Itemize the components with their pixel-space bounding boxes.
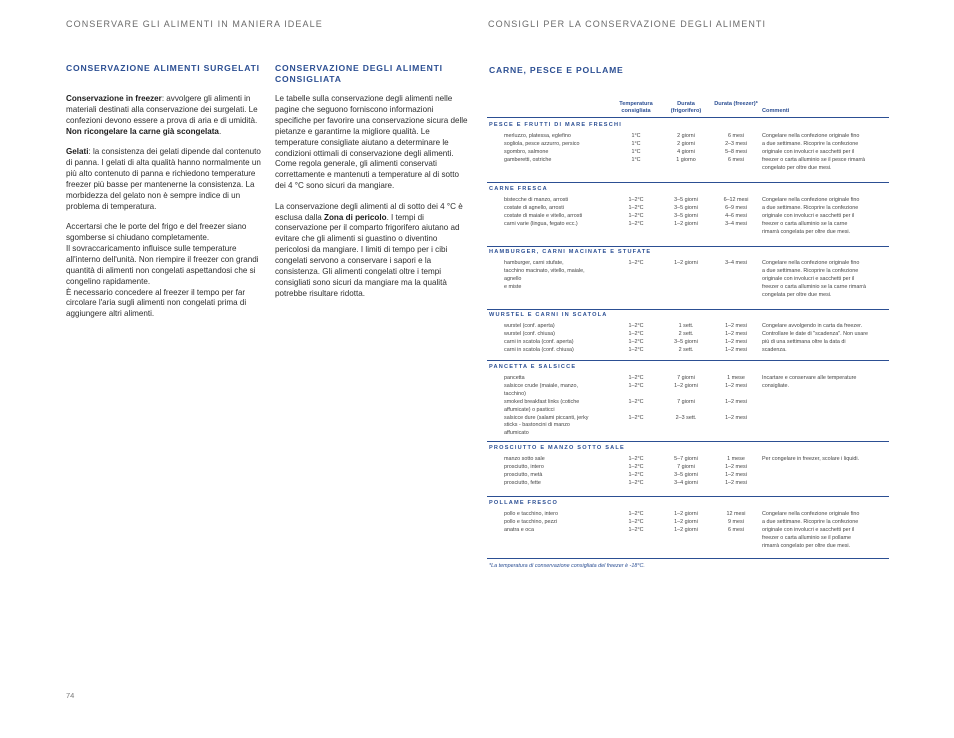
table-cell: anatra e oca [504, 526, 534, 533]
table-cell: prosciutto, intero [504, 463, 544, 470]
table-cell [665, 391, 707, 399]
table-cell: congelato per oltre due mesi. [762, 164, 832, 171]
table-cell: originale con involucri e sacchetti per il [762, 526, 855, 533]
table-cell: 2 sett. [678, 346, 694, 353]
table-cell: 3–5 giorni [674, 204, 698, 211]
door-paragraph [66, 222, 261, 320]
table-cell: 6 mesi [728, 133, 744, 139]
table-cell: 1–2 mesi [725, 330, 747, 337]
table-rule [487, 496, 889, 497]
freezer-duration-values [713, 375, 759, 422]
recommended-storage-body [275, 94, 468, 309]
table-rule [487, 309, 889, 310]
table-cell: 1°C [631, 148, 641, 155]
temperature-values [612, 260, 660, 268]
table-cell: originale con involucri e sacchetti per il [762, 275, 855, 282]
table-cell [665, 407, 707, 415]
temperature-values [612, 511, 660, 535]
table-cell: congelata per oltre due mesi. [762, 291, 832, 298]
danger-zone-label: Zona di pericolo [324, 212, 387, 222]
table-cell: carni varie (lingua, fegato ecc.) [504, 220, 578, 227]
table-cell: rimarrà congelata per oltre due mesi. [762, 228, 851, 235]
table-cell: merluzzo, platessa, eglefino [504, 133, 571, 139]
table-cell: scadenza. [762, 346, 787, 353]
table-cell [713, 407, 759, 415]
table-cell: 6 mesi [728, 156, 744, 163]
table-cell: affumicate) o pasticci [504, 406, 555, 413]
table-rule [487, 246, 889, 247]
no-refreeze-warning: Non ricongelare la carne già scongelata [66, 126, 219, 136]
fridge-duration-values [665, 456, 707, 488]
table-cell: 1–2°C [628, 346, 644, 353]
table-cell: 9 mesi [728, 518, 744, 525]
table-cell: freezer o carta alluminio se il pollame [762, 534, 851, 541]
table-rule [487, 441, 889, 442]
table-cell: 2 giorni [677, 133, 695, 139]
table-cell: 1–2°C [628, 414, 644, 421]
category-title: POLLAME FRESCO [489, 500, 559, 506]
ice-cream-heading: Gelati [66, 147, 89, 157]
table-cell: freezer o carta alluminio se il pesce rimarrà [762, 156, 866, 163]
table-cell: 3–5 giorni [674, 197, 698, 203]
table-cell: pollo e tacchino, intero [504, 511, 558, 517]
table-cell: Controllare le date di "scadenza". Non usare [762, 330, 869, 337]
table-cell: 1–2°C [628, 456, 644, 462]
fridge-duration-values [665, 260, 707, 268]
table-cell: 3–5 giorni [674, 471, 698, 478]
table-cell: a due settimane. Ricoprire la confezione [762, 140, 859, 147]
freezer-duration-values [713, 260, 759, 268]
table-cell: sticks - bastoncini di manzo [504, 422, 570, 429]
food-items [504, 511, 558, 535]
freezer-duration-values [713, 197, 759, 229]
column-header-freezer: Durata (freezer)* [714, 101, 758, 107]
fridge-duration-values [665, 323, 707, 355]
table-cell: 1–2 mesi [725, 479, 747, 486]
table-cell: manzo sotto sale [504, 456, 545, 462]
temperature-values [612, 456, 660, 488]
frozen-storage-body [66, 94, 261, 330]
table-cell [612, 391, 660, 399]
table-cell: smoked breakfast links (cotiche [504, 398, 580, 405]
fridge-duration-values [665, 133, 707, 165]
table-cell: 5–7 giorni [674, 456, 698, 462]
table-title: CARNE, PESCE E POLLAME [489, 65, 624, 75]
table-cell: e miste [504, 283, 522, 290]
table-cell: 1°C [631, 133, 641, 139]
table-cell: hamburger, carni stufate, [504, 260, 564, 266]
table-cell: 1–2°C [628, 526, 644, 533]
table-cell: 2 sett. [678, 330, 694, 337]
table-cell: 4–6 mesi [725, 212, 747, 219]
table-rule [487, 182, 889, 183]
table-cell: 1–2 mesi [725, 346, 747, 353]
table-cell: pollo e tacchino, pezzi [504, 518, 558, 525]
comments [762, 133, 865, 173]
table-cell: 1–2°C [628, 260, 644, 266]
comments [762, 260, 866, 300]
table-cell: 6 mesi [728, 526, 744, 533]
fridge-duration-values [665, 197, 707, 229]
door-text-a: Accertarsi che le porte del frigo e del freezer siano sgomberse si chiudano completamente. [66, 222, 247, 242]
table-cell: 1–2 mesi [725, 323, 747, 329]
category-title: WURSTEL E CARNI IN SCATOLA [489, 312, 608, 318]
table-rule [487, 360, 889, 361]
column-header-temperature: Temperatura consigliata [619, 101, 653, 114]
door-text-b: Il sovraccaricamento influisce sulle temperature all'interno dell'unità. Non riempire il freezer con grandi quantità di alimenti non congelati aspettandosi che si congelino rapidamente. [66, 243, 259, 286]
table-cell: 1–2 giorni [674, 511, 698, 517]
table-cell: 1–2°C [628, 204, 644, 211]
table-cell: 1–2°C [628, 212, 644, 219]
table-cell: freezer o carta alluminio se la carne rimarrà [762, 283, 866, 290]
table-cell: 6–9 mesi [725, 204, 747, 211]
comments [762, 375, 856, 391]
table-cell: 1–2 giorni [674, 260, 698, 266]
table-cell: 1–2°C [628, 398, 644, 405]
table-cell: 2 giorni [677, 140, 695, 147]
freezer-duration-values [713, 323, 759, 355]
table-cell: Congelare nella confezione originale fino [762, 133, 860, 139]
table-cell: Per congelare in freezer, scolare i liquidi. [762, 456, 860, 462]
table-rule [487, 558, 889, 559]
table-cell: 5–8 mesi [725, 148, 747, 155]
comments [762, 323, 868, 355]
table-cell: a due settimane. Ricoprire la confezione [762, 518, 859, 525]
temperature-values [612, 375, 660, 422]
table-cell: freezer o carta alluminio se la carne [762, 220, 848, 227]
table-cell: 3–5 giorni [674, 338, 698, 345]
fridge-duration-values [665, 511, 707, 535]
food-items [504, 323, 574, 355]
table-cell: 1–2°C [628, 382, 644, 389]
table-cell: 1 giorno [676, 156, 696, 163]
table-cell: 1 mese [727, 375, 745, 381]
table-cell: gamberetti, ostriche [504, 156, 552, 163]
period: . [218, 126, 222, 136]
table-cell: 4 giorni [677, 148, 695, 155]
table-cell: sogliola, pesce azzurro, persico [504, 140, 580, 147]
freezer-duration-values [713, 511, 759, 535]
table-cell: carni in scatola (conf. aperta) [504, 338, 574, 345]
table-cell: 3–4 giorni [674, 479, 698, 486]
table-cell: 1–2 giorni [674, 518, 698, 525]
category-title: CARNE FRESCA [489, 186, 548, 192]
food-items [504, 133, 580, 165]
table-cell: 12 mesi [726, 511, 746, 517]
table-cell: wurstel (conf. chiusa) [504, 330, 555, 337]
table-cell: 1–2 mesi [725, 398, 747, 405]
table-cell: 1–2°C [628, 511, 644, 517]
table-cell: originale con involucri e sacchetti per il [762, 212, 855, 219]
table-cell: 1°C [631, 156, 641, 163]
table-cell: 7 giorni [677, 463, 695, 470]
food-items [504, 260, 585, 292]
category-title: PROSCIUTTO E MANZO SOTTO SALE [489, 445, 625, 451]
table-cell: affumicato [504, 430, 529, 437]
column-header-fridge: Durata (frigorifero) [670, 101, 702, 114]
table-cell: 1–2°C [628, 330, 644, 337]
table-cell: Congelare avvolgendo in carta da freezer. [762, 323, 863, 329]
table-cell: tacchino macinato, vitello, maiale, [504, 267, 585, 274]
table-cell: 1–2°C [628, 323, 644, 329]
table-cell: 1–2°C [628, 471, 644, 478]
table-cell: carni in scatola (conf. chiusa) [504, 346, 574, 353]
temperature-values [612, 197, 660, 229]
food-items [504, 197, 582, 229]
danger-zone-text-a: La conservazione degli alimenti al di sotto dei 4 °C è esclusa dalla [275, 201, 463, 222]
table-cell: a due settimane. Ricoprire la confezione [762, 267, 859, 274]
table-cell: 1–2 giorni [674, 382, 698, 389]
table-cell: 1–2°C [628, 479, 644, 486]
category-title: HAMBURGER, CARNI MACINATE E STUFATE [489, 249, 652, 255]
table-cell: 1–2 giorni [674, 526, 698, 533]
freezer-storage-heading: Conservazione in freezer [66, 94, 162, 103]
table-cell: più di una settimana oltre la data di [762, 338, 846, 345]
table-cell: sgombro, salmone [504, 148, 549, 155]
table-cell: 3–5 giorni [674, 212, 698, 219]
table-cell: 1–2°C [628, 220, 644, 227]
table-cell: 3–4 mesi [725, 260, 747, 266]
table-cell: pancetta [504, 375, 525, 381]
table-cell: 1–2°C [628, 518, 644, 525]
temperature-values [612, 133, 660, 165]
freezer-duration-values [713, 456, 759, 488]
table-cell: tacchino) [504, 390, 526, 397]
table-cell: prosciutto, metà [504, 471, 543, 478]
table-cell: agnello [504, 275, 522, 282]
table-cell: 1–2 mesi [725, 338, 747, 345]
comments [762, 456, 859, 464]
table-cell: 3–4 mesi [725, 220, 747, 227]
fridge-duration-values [665, 375, 707, 422]
table-cell: 1–2 mesi [725, 414, 747, 421]
door-text-c: È necessario concedere al freezer il tempo per far circolare l'aria sugli alimenti non congelati prima di aggiungere altri alimenti. [66, 287, 247, 319]
table-cell: 7 giorni [677, 398, 695, 405]
footnote: *La temperatura di conservazione consigliata del freezer è -18°C. [489, 563, 645, 569]
table-cell: Congelare nella confezione originale fino [762, 511, 860, 517]
table-cell: 1°C [631, 140, 641, 147]
table-rule [487, 117, 889, 118]
table-cell: a due settimane. Ricoprire la confezione [762, 204, 859, 211]
frozen-storage-title: CONSERVAZIONE ALIMENTI SURGELATI [66, 63, 260, 73]
recommended-paragraph-1: Le tabelle sulla conservazione degli alimenti nelle pagine che seguono forniscono informazioni specifiche per favorire una conservazione sicura delle pietanze e garantirne la migliore qualità. Le temperature consigliate aiutano a determinare le condizioni ottimali di conservazione degli alimenti. Come regola generale, gli alimenti conservati correttamente e mantenuti a temperature al di sotto dei 4 °C sono sicuri da mangiare. [275, 94, 468, 191]
table-cell: 1–2°C [628, 463, 644, 470]
danger-zone-text-b: . I tempi di conservazione per il comparto frigorifero aiutano ad evitare che gli alimenti si guastino o diventino pericolosi da mangiare. I limiti di tempo per i cibi congelati servono a conservare i sapori e la consistenza. Gli alimenti congelati oltre i tempi consigliati sono sicuri da mangiare ma la qualità potrebbe risultare ridotta. [275, 212, 460, 298]
table-cell: Congelare nella confezione originale fino [762, 260, 860, 266]
temperature-values [612, 323, 660, 355]
freezer-storage-text: : avvolgere gli alimenti in materiali destinati alla conservazione dei surgelati. Le confezioni devono essere a prova di aria e di umidità. [66, 94, 258, 125]
column-header-comments: Commenti [762, 108, 790, 114]
table-cell: costate di maiale e vitello, arrosti [504, 212, 583, 219]
food-items [504, 456, 545, 488]
freezer-duration-values [713, 133, 759, 165]
table-cell: 1–2 giorni [674, 220, 698, 227]
table-cell: 1–2 mesi [725, 382, 747, 389]
comments [762, 197, 859, 237]
table-cell: 1–2 mesi [725, 463, 747, 470]
table-cell: bistecche di manzo, arrosti [504, 197, 569, 203]
page-number: 74 [66, 691, 75, 700]
left-page-header: CONSERVARE GLI ALIMENTI IN MANIERA IDEALE [66, 19, 323, 29]
recommended-paragraph-2 [275, 202, 468, 300]
table-cell: 2–3 mesi [725, 140, 747, 147]
recommended-storage-title: CONSERVAZIONE DEGLI ALIMENTI CONSIGLIATA [275, 63, 443, 84]
table-cell: originale con involucri e sacchetti per il [762, 148, 855, 155]
food-items [504, 375, 588, 438]
ice-cream-text: : la consistenza dei gelati dipende dal contenuto di panna. I gelati di alta qualità hanno normalmente un più alto contenuto di panna e richiedono temperature freezer più basse per mantenerne la consistenza. La morbidezza del gelato non è sempre indice di un problema di temperatura. [66, 147, 261, 211]
ice-cream-paragraph [66, 147, 261, 212]
table-cell: salsicce dure (salami piccanti, jerky [504, 414, 589, 421]
table-cell: prosciutto, fette [504, 479, 541, 486]
category-title: PANCETTA E SALSICCE [489, 364, 577, 370]
table-cell: Incartare e conservare alle temperature [762, 375, 857, 381]
table-cell: 6–12 mesi [723, 197, 749, 203]
freezer-storage-paragraph [66, 94, 261, 138]
table-cell: Congelare nella confezione originale fino [762, 197, 860, 203]
table-cell: 2–3 sett. [675, 414, 697, 421]
table-cell: salsicce crude (maiale, manzo, [504, 382, 579, 389]
table-cell: 1–2°C [628, 197, 644, 203]
table-cell [612, 407, 660, 415]
category-title: PESCE E FRUTTI DI MARE FRESCHI [489, 122, 622, 128]
table-cell [713, 391, 759, 399]
table-cell: 1–2°C [628, 375, 644, 381]
table-cell: wurstel (conf. aperta) [504, 323, 555, 329]
table-cell: 7 giorni [677, 375, 695, 381]
right-page-header: CONSIGLI PER LA CONSERVAZIONE DEGLI ALIMENTI [488, 19, 767, 29]
table-cell: 1–2 mesi [725, 471, 747, 478]
table-cell: 1 mese [727, 456, 745, 462]
table-cell: consigliate. [762, 382, 789, 389]
table-cell: rimarrà congelato per oltre due mesi. [762, 542, 851, 549]
table-cell: 1–2°C [628, 338, 644, 345]
table-cell: costate di agnello, arrosti [504, 204, 564, 211]
comments [762, 511, 859, 551]
table-cell: 1 sett. [678, 323, 694, 329]
